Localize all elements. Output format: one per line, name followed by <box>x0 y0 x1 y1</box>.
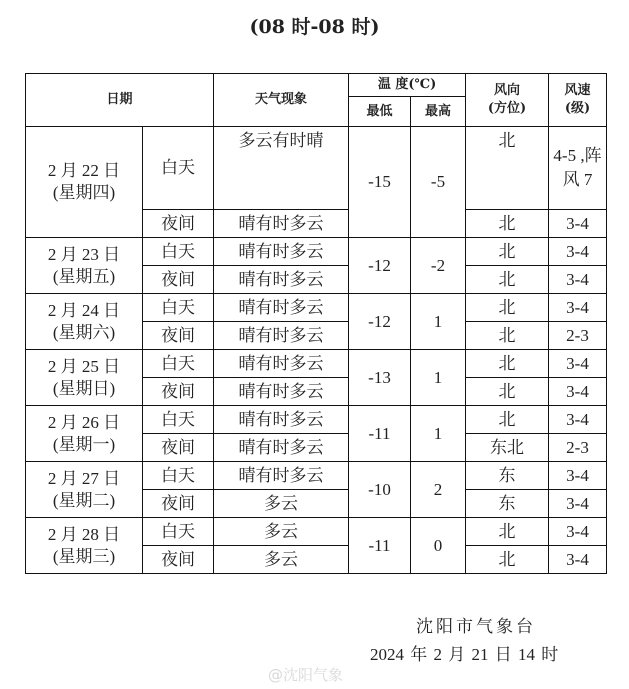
header-temperature: 温 度(℃) <box>349 74 466 97</box>
wind-speed-cell: 3-4 <box>549 518 607 546</box>
date-label: 2 月 28 日 <box>47 524 121 544</box>
temp-high-cell: 0 <box>411 518 466 574</box>
temp-low-cell: -12 <box>349 294 411 350</box>
period-cell: 夜间 <box>143 210 214 238</box>
temp-high-cell: 1 <box>411 294 466 350</box>
temp-low-cell: -10 <box>349 462 411 518</box>
header-weather: 天气现象 <box>214 74 349 127</box>
wind-speed-cell: 3-4 <box>549 462 607 490</box>
period-cell: 白天 <box>143 127 214 210</box>
weather-cell: 多云 <box>214 546 349 574</box>
table-row <box>26 462 607 490</box>
period-cell: 白天 <box>143 462 214 490</box>
table-row <box>26 518 607 546</box>
date-cell <box>26 462 143 518</box>
table-row <box>26 350 607 378</box>
wind-speed-cell: 2-3 <box>549 434 607 462</box>
temp-low-cell: -12 <box>349 238 411 294</box>
wind-speed-cell: 4-5 ,阵风 7 <box>549 127 607 210</box>
wind-speed-cell: 2-3 <box>549 322 607 350</box>
weekday-label: (星期三) <box>52 546 116 566</box>
date-label: 2 月 25 日 <box>47 356 121 376</box>
wind-speed-cell: 3-4 <box>549 238 607 266</box>
date-label: 2 月 26 日 <box>47 412 121 432</box>
date-cell <box>26 294 143 350</box>
date-cell <box>26 350 143 406</box>
wind-speed-cell: 3-4 <box>549 546 607 574</box>
wind-speed-cell: 3-4 <box>549 210 607 238</box>
wind-speed-cell: 3-4 <box>549 378 607 406</box>
weather-cell: 晴有时多云 <box>214 378 349 406</box>
forecast-table <box>25 73 607 574</box>
weekday-label: (星期二) <box>52 490 116 510</box>
weather-cell: 晴有时多云 <box>214 322 349 350</box>
temp-high-cell: 2 <box>411 462 466 518</box>
wind-direction-cell: 北 <box>466 350 549 378</box>
weekday-label: (星期五) <box>52 266 116 286</box>
wind-direction-cell: 北 <box>466 210 549 238</box>
weather-cell: 晴有时多云 <box>214 462 349 490</box>
weibo-watermark: @沈阳气象 <box>268 666 344 684</box>
header-temp-high: 最高 <box>411 97 466 127</box>
date-label: 2 月 23 日 <box>47 244 121 264</box>
weather-cell: 晴有时多云 <box>214 238 349 266</box>
period-cell: 白天 <box>143 294 214 322</box>
temp-high-cell: 1 <box>411 350 466 406</box>
weather-cell: 晴有时多云 <box>214 210 349 238</box>
date-label: 2 月 27 日 <box>47 468 121 488</box>
temp-high-cell: 1 <box>411 406 466 462</box>
period-cell: 白天 <box>143 406 214 434</box>
period-cell: 白天 <box>143 350 214 378</box>
temp-high-cell: -2 <box>411 238 466 294</box>
period-cell: 夜间 <box>143 490 214 518</box>
wind-direction-cell: 北 <box>466 406 549 434</box>
period-cell: 夜间 <box>143 322 214 350</box>
wind-direction-cell: 东北 <box>466 434 549 462</box>
temp-high-cell: -5 <box>411 127 466 238</box>
wind-speed-cell: 3-4 <box>549 350 607 378</box>
wind-direction-cell: 北 <box>466 127 549 210</box>
temp-low-cell: -11 <box>349 406 411 462</box>
temp-low-cell: -11 <box>349 518 411 574</box>
weather-cell: 晴有时多云 <box>214 350 349 378</box>
wind-direction-cell: 北 <box>466 238 549 266</box>
wind-direction-cell: 北 <box>466 294 549 322</box>
wind-speed-cell: 3-4 <box>549 266 607 294</box>
date-cell <box>26 406 143 462</box>
date-cell <box>26 238 143 294</box>
period-cell: 夜间 <box>143 546 214 574</box>
header-wind-speed: 风速 (级) <box>549 74 607 127</box>
weather-cell: 晴有时多云 <box>214 434 349 462</box>
period-cell: 夜间 <box>143 266 214 294</box>
weekday-label: (星期日) <box>52 378 116 398</box>
temp-low-cell: -13 <box>349 350 411 406</box>
period-cell: 夜间 <box>143 378 214 406</box>
weather-cell: 多云 <box>214 490 349 518</box>
wind-direction-cell: 北 <box>466 546 549 574</box>
wind-direction-cell: 东 <box>466 490 549 518</box>
date-cell <box>26 518 143 574</box>
issued-time: 2024 年 2 月 21 日 14 时 <box>370 645 559 664</box>
wind-speed-cell: 3-4 <box>549 294 607 322</box>
weekday-label: (星期四) <box>52 183 116 202</box>
date-label: 2 月 22 日 <box>47 161 121 180</box>
table-row <box>26 238 607 266</box>
wind-direction-cell: 东 <box>466 462 549 490</box>
weather-cell: 多云有时晴 <box>214 127 349 210</box>
weekday-label: (星期一) <box>52 434 116 454</box>
weather-cell: 晴有时多云 <box>214 406 349 434</box>
weather-cell: 晴有时多云 <box>214 294 349 322</box>
wind-speed-cell: 3-4 <box>549 490 607 518</box>
wind-direction-cell: 北 <box>466 518 549 546</box>
wind-direction-cell: 北 <box>466 322 549 350</box>
issuer-name: 沈阳市气象台 <box>416 617 536 636</box>
header-temp-low: 最低 <box>349 97 411 127</box>
date-cell <box>26 127 143 238</box>
period-cell: 白天 <box>143 238 214 266</box>
wind-direction-cell: 北 <box>466 378 549 406</box>
date-label: 2 月 24 日 <box>47 300 121 320</box>
weather-cell: 晴有时多云 <box>214 266 349 294</box>
forecast-period-title: (08 时-08 时) <box>249 16 380 38</box>
temp-low-cell: -15 <box>349 127 411 238</box>
period-cell: 夜间 <box>143 434 214 462</box>
wind-direction-cell: 北 <box>466 266 549 294</box>
header-wind-direction: 风向 (方位) <box>466 74 549 127</box>
period-cell: 白天 <box>143 518 214 546</box>
table-row <box>26 294 607 322</box>
wind-speed-cell: 3-4 <box>549 406 607 434</box>
weekday-label: (星期六) <box>52 322 116 342</box>
weather-cell: 多云 <box>214 518 349 546</box>
header-date: 日期 <box>26 74 214 127</box>
table-row <box>26 406 607 434</box>
table-row <box>26 127 607 210</box>
